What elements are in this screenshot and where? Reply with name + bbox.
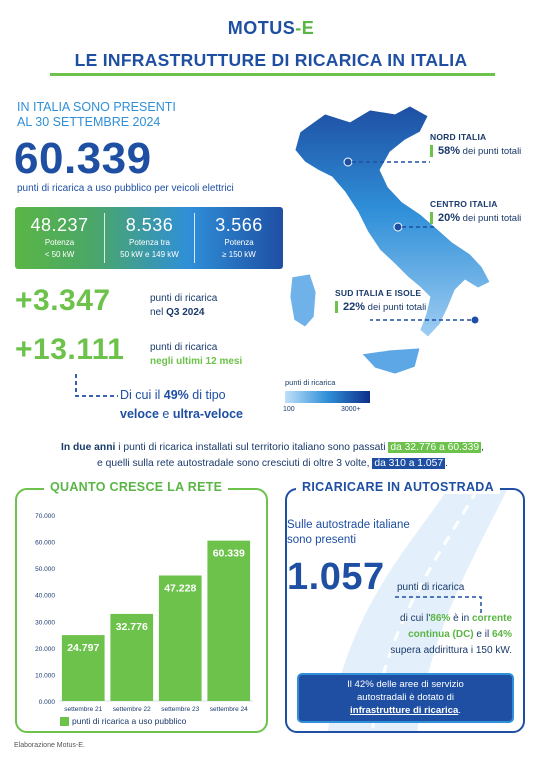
highway-detail [330,611,512,659]
highway-intro-line: sono presenti [287,534,357,546]
power-box-low [15,207,104,269]
power-value: 48.237 [30,215,89,235]
fast-note-line-2: veloce e ultra-veloce [120,407,243,421]
x-tick-label: settembre 22 [112,706,151,713]
bar-value-label: 32.776 [115,620,148,633]
bar-value-label: 24.797 [67,642,100,655]
x-tick-label: settembre 21 [64,706,103,713]
bar [207,541,250,701]
service-area-line: infrastrutture di ricarica. [350,705,461,716]
fast-note-line-1: Di cui il 49% di tipo [120,388,226,402]
footer-credit: Elaborazione Motus-E. [14,742,85,749]
paragraph-line-1: In due anni i punti di ricarica installati sul territorio italiano sono passati da 32.776 a 60.339 , [61,442,484,453]
y-tick-label: 30.000 [35,619,55,627]
highway-detail-line: continua (DC) e il 64% [408,629,512,640]
power-label: 50 kW e 149 kW [120,250,179,259]
bar-value-label: 60.339 [212,547,245,560]
power-value: 3.566 [215,215,263,235]
page-title: LE INFRASTRUTTURE DI RICARICA IN ITALIA [74,50,468,70]
y-tick-label: 20.000 [35,645,55,653]
chart-legend-label: punti di ricarica a uso pubblico [72,716,187,726]
y-tick-label: 50.000 [35,566,55,574]
power-label: Potenza [224,238,254,247]
y-tick-label: 0.000 [38,699,55,706]
growth-text-line: nel Q3 2024 [150,307,205,318]
sud-marker [471,316,479,324]
y-tick-label: 40.000 [35,592,55,600]
highway-total-desc: punti di ricarica [397,582,465,593]
motus-e-logo: MOTUS-E [227,18,315,38]
growth-12m-value: +13.111 [15,333,125,366]
growth-12m-text [150,341,242,369]
growth-text-line: punti di ricarica [150,293,218,304]
intro-line-2: AL 30 SETTEMBRE 2024 [17,115,161,129]
y-tick-label: 70.000 [35,513,55,520]
title-underline [50,73,495,76]
intro-line-1: IN ITALIA SONO PRESENTI [17,100,176,114]
region-label-nord: NORD ITALIA [430,132,487,142]
region-label-sud: SUD ITALIA E ISOLE [335,288,422,298]
fast-charging-note [120,386,243,424]
y-tick-label: 60.000 [35,539,55,547]
highway-detail-line: di cui l'86% è in corrente [400,613,512,624]
region-pct-sud: 22% dei punti totali [335,301,426,313]
highway-detail-line: supera addirittura i 150 kW. [390,645,512,656]
growth-text-line: negli ultimi 12 mesi [150,356,243,367]
service-area-line: Il 42% delle aree di servizio [347,679,464,690]
service-area-line: autostradali è dotato di [356,692,455,703]
x-tick-label: settembre 23 [161,706,200,713]
summary-paragraph [20,440,525,472]
highway-total: 1.057 [287,556,385,598]
total-description: punti di ricarica a uso pubblico per veicoli elettrici [17,183,234,194]
summary-intro [17,100,176,130]
paragraph-line-2: e quelli sulla rete autostradale sono cresciuti di oltre 3 volte, da 310 a 1.057 . [97,458,448,469]
sicily-shape [362,348,420,374]
power-label: ≥ 150 kW [222,250,256,259]
growth-text-line: punti di ricarica [150,342,218,353]
growth-q3-text [150,292,217,320]
dashed-connector [72,372,122,404]
power-value: 8.536 [125,215,174,235]
total-charging-points: 60.339 [14,134,152,183]
power-label: Potenza [44,238,75,247]
y-tick-label: 10.000 [35,672,55,680]
x-tick-label: settembre 24 [209,706,248,713]
chart-title: QUANTO CRESCE LA RETE [44,480,228,494]
nord-marker [344,158,352,166]
map-legend-title: punti di ricarica [285,378,336,387]
centro-marker [394,223,402,231]
map-legend-min: 100 [283,406,295,413]
power-label: < 50 kW [44,250,75,259]
power-label: Potenza tra [129,238,170,247]
map-legend-gradient [285,391,370,403]
highway-intro [287,518,410,548]
map-legend-max: 3000+ [341,406,361,413]
bar-value-label: 47.228 [164,582,197,595]
growth-q3-value: +3.347 [15,284,111,317]
service-area-text [303,678,508,717]
region-pct-nord: 58% dei punti totali [430,145,521,157]
region-label-centro: CENTRO ITALIA [430,199,498,209]
sardinia-shape [290,274,316,327]
region-pct-centro: 20% dei punti totali [430,212,521,224]
power-box-mid [105,207,194,269]
highway-title: RICARICARE IN AUTOSTRADA [296,480,500,494]
chart-legend-swatch [60,717,69,726]
highway-intro-line: Sulle autostrade italiane [287,519,410,531]
growth-bar-chart [25,505,260,715]
